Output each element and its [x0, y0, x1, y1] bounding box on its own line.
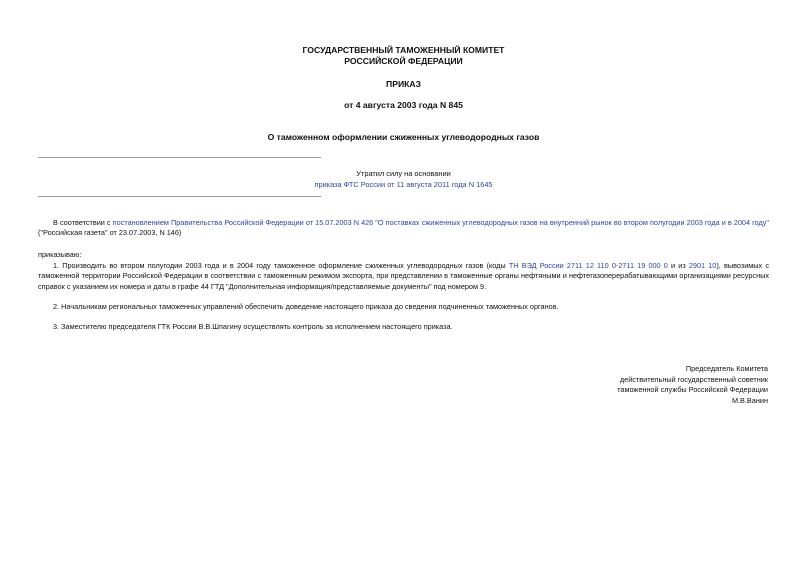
signature-rank: действительный государственный советник: [619, 374, 768, 384]
org-name-line2: РОССИЙСКОЙ ФЕДЕРАЦИИ: [344, 56, 463, 66]
item-1-prefix: 1. Производить во втором полугодии 2003 года и в 2004 году таможенное оформление сжиженных углеводородных газов (коды: [53, 261, 509, 270]
doc-title: О таможенном оформлении сжиженных углеводородных газов: [267, 132, 540, 142]
item-2-paragraph: 2. Начальникам региональных таможенных управлений обеспечить доведение настоящего приказа до сведения подчиненных таможенных органов.: [53, 302, 559, 311]
code-2901-link[interactable]: 2901 10: [688, 261, 717, 270]
item-3-paragraph: 3. Заместителю председателя ГТК России В.В.Шпагину осуществлять контроль за исполнением настоящего приказа.: [53, 322, 453, 331]
doc-type: ПРИКАЗ: [386, 79, 421, 89]
signature-position: Председатель Комитета: [685, 364, 768, 373]
divider-bottom: [38, 196, 321, 197]
signature-service: таможенной службы Российской Федерации: [617, 385, 768, 394]
divider-top: [38, 157, 321, 158]
signature-name: М.В.Ванин: [731, 395, 768, 405]
order-word: приказываю:: [38, 250, 82, 259]
status-note-link-line: [0, 180, 807, 190]
preamble-prefix: В соответствии с: [53, 218, 113, 227]
item-1-suffix: ), вывозимых с таможенной территории Российской Федерации в соответствии с таможенным режимом экспорта, при представлении в таможенные органы нефтяными и нефтегазоперерабатывающими организациями ресурсных справок с указанием их номера и даты в графе 44 ГТД "Дополнительная информация/представляемые документы" под номером 9.: [38, 261, 769, 291]
repeal-order-link[interactable]: приказа ФТС России от 11 августа 2011 года N 1645: [314, 180, 493, 189]
doc-date: от 4 августа 2003 года N 845: [344, 100, 463, 110]
item-1-mid: и из: [667, 261, 689, 270]
status-note-text: Утратил силу на основании: [356, 169, 451, 178]
item-1-paragraph: [38, 261, 769, 292]
preamble-paragraph: [38, 218, 769, 239]
tn-ved-code-link[interactable]: ТН ВЭД России 2711 12 110 0-2711 19 000 0: [508, 261, 668, 270]
preamble-suffix: ("Российская газета" от 23.07.2003, N 146): [38, 228, 182, 238]
government-decree-link[interactable]: постановлением Правительства Российской Федерации от 15.07.2003 N 426 "О поставках сжиженных углеводородных газов на внутренний рынок во втором полугодии 2003 года и в 2004 году": [112, 218, 770, 227]
org-name-line1: ГОСУДАРСТВЕННЫЙ ТАМОЖЕННЫЙ КОМИТЕТ: [302, 45, 505, 55]
